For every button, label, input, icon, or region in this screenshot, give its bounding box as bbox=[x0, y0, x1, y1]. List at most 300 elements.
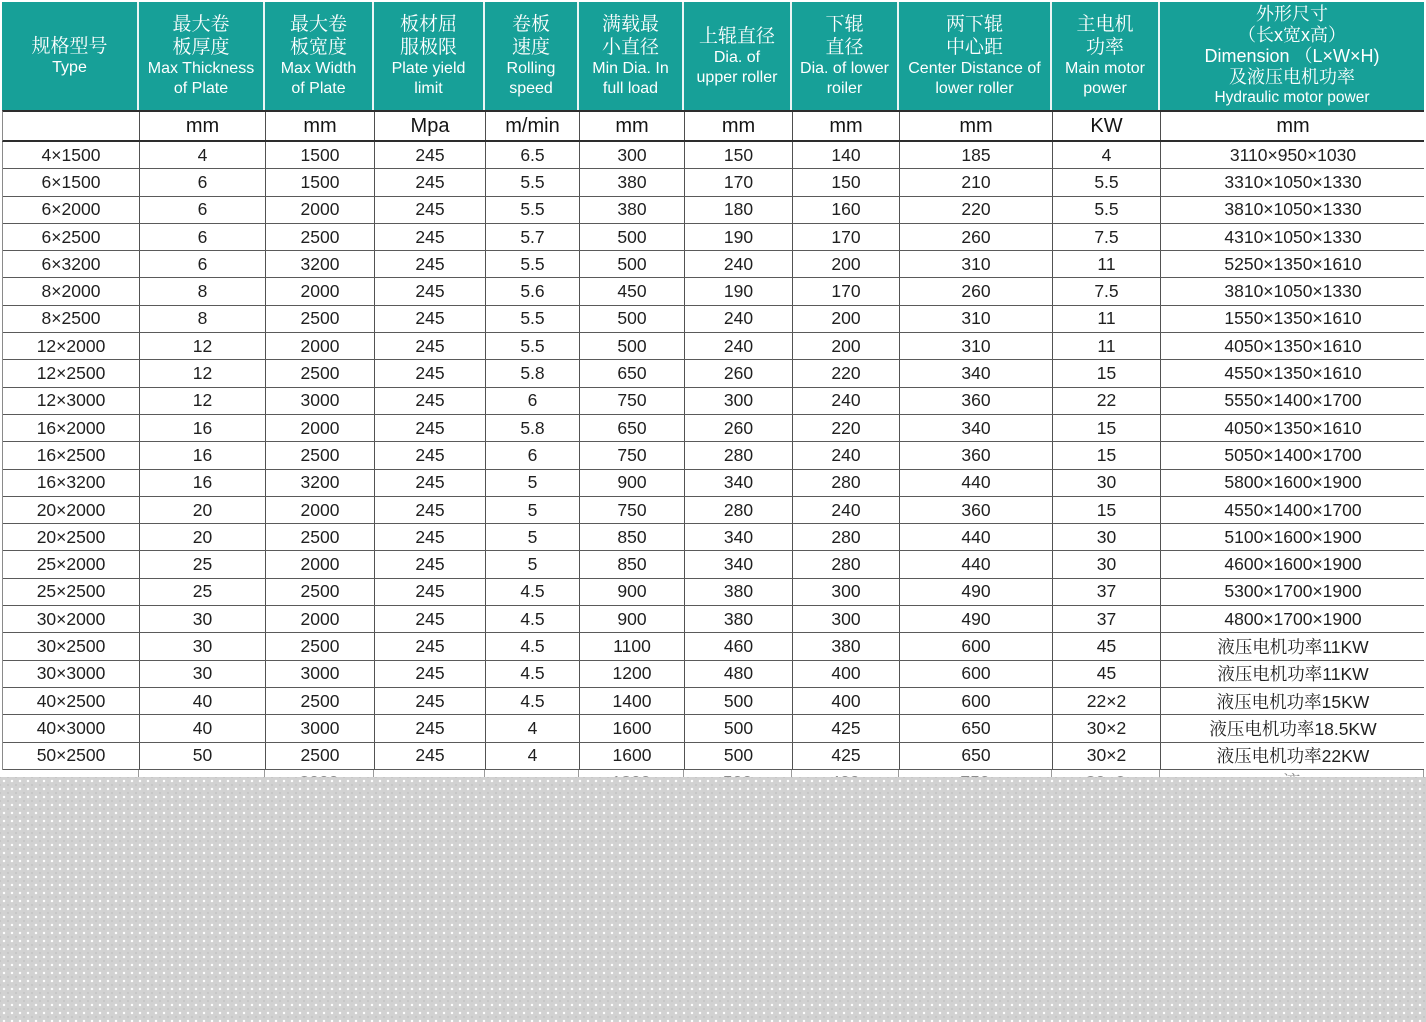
cell: 300 bbox=[580, 142, 685, 168]
grey-band bbox=[0, 777, 1426, 1022]
cell: 3110×950×1030 bbox=[1229, 144, 1357, 165]
col-header-max-thickness bbox=[139, 2, 265, 110]
cell: 15 bbox=[1053, 442, 1161, 468]
header-line: lower roller bbox=[935, 80, 1014, 97]
cell: 6×2000 bbox=[3, 197, 140, 223]
cell: 6 bbox=[486, 388, 580, 414]
cell: 380 bbox=[685, 579, 793, 605]
col-header-main-motor bbox=[1052, 2, 1160, 110]
cell: 2500 bbox=[266, 442, 375, 468]
cell: 260 bbox=[685, 415, 793, 441]
cell: 30 bbox=[1053, 470, 1161, 496]
cell: 340 bbox=[685, 524, 793, 550]
unit-cell-max-width: mm bbox=[266, 112, 375, 140]
cell: 380 bbox=[685, 606, 793, 632]
col-header-lower-roller bbox=[792, 2, 899, 110]
cell: 37 bbox=[1053, 606, 1161, 632]
cell: 150 bbox=[793, 169, 900, 195]
cell: 450 bbox=[580, 278, 685, 304]
cell: 8×2500 bbox=[3, 306, 140, 332]
cell: 260 bbox=[900, 278, 1053, 304]
cell: 液压电机功率11KW bbox=[1217, 636, 1369, 657]
cell: 6.5 bbox=[486, 142, 580, 168]
header-line: 两下辊 bbox=[945, 14, 1003, 35]
cell: 4550×1400×1700 bbox=[1224, 499, 1362, 520]
partial-cutoff-row bbox=[2, 770, 1424, 777]
header-line: Min Dia. In bbox=[592, 60, 669, 77]
cell: 360 bbox=[900, 388, 1053, 414]
cell: 900 bbox=[580, 606, 685, 632]
cell: 245 bbox=[375, 306, 486, 332]
header-line: Dimension （L×W×H) bbox=[1204, 46, 1380, 66]
cell: 750 bbox=[580, 388, 685, 414]
cell: 150 bbox=[685, 142, 793, 168]
cell: 5.5 bbox=[1053, 169, 1161, 195]
cell: 245 bbox=[375, 579, 486, 605]
units-row bbox=[2, 110, 1424, 142]
cell: 15 bbox=[1053, 497, 1161, 523]
col-header-upper-roller bbox=[684, 2, 792, 110]
header-line: upper roller bbox=[696, 68, 778, 86]
cell: 16×3200 bbox=[3, 470, 140, 496]
cell: 4 bbox=[1053, 142, 1161, 168]
cell: 340 bbox=[685, 551, 793, 577]
cell: 5 bbox=[486, 551, 580, 577]
col-header-dimension bbox=[1160, 2, 1424, 110]
cell: 5300×1700×1900 bbox=[1224, 581, 1362, 602]
header-line: 最大卷 bbox=[289, 14, 347, 35]
cell: 4.5 bbox=[486, 633, 580, 659]
header-row bbox=[2, 2, 1424, 110]
cell: 490 bbox=[900, 606, 1053, 632]
cell: 5.7 bbox=[486, 224, 580, 250]
cell: 2000 bbox=[266, 278, 375, 304]
cell: 12 bbox=[140, 333, 266, 359]
cell: 1500 bbox=[266, 169, 375, 195]
cell: 7.5 bbox=[1053, 224, 1161, 250]
cell: 15 bbox=[1053, 360, 1161, 386]
cell: 40×3000 bbox=[3, 715, 140, 741]
cell: 4.5 bbox=[486, 661, 580, 687]
cell: 4050×1350×1610 bbox=[1224, 417, 1362, 438]
cell: 40 bbox=[140, 688, 266, 714]
header-line: 规格型号 bbox=[31, 35, 108, 57]
header-line: 服极限 bbox=[399, 37, 457, 58]
cell: 8 bbox=[140, 278, 266, 304]
cell: 2000 bbox=[266, 606, 375, 632]
cell: 500 bbox=[580, 333, 685, 359]
cell: 5.8 bbox=[486, 360, 580, 386]
header-line: 主电机 bbox=[1076, 14, 1134, 35]
cell: 245 bbox=[375, 278, 486, 304]
cell: 425 bbox=[793, 743, 900, 769]
cell: 245 bbox=[375, 497, 486, 523]
col-header-max-width bbox=[265, 2, 374, 110]
header-line: Hydraulic motor power bbox=[1214, 89, 1370, 106]
cell: 40×2500 bbox=[3, 688, 140, 714]
cell: 600 bbox=[900, 633, 1053, 659]
cell: 3200 bbox=[266, 251, 375, 277]
cell: 360 bbox=[900, 442, 1053, 468]
header-line: of Plate bbox=[173, 80, 229, 97]
cell: 1550×1350×1610 bbox=[1224, 308, 1362, 329]
cell: 20×2000 bbox=[3, 497, 140, 523]
cell: 140 bbox=[793, 142, 900, 168]
cell: 160 bbox=[793, 197, 900, 223]
cell: 5.5 bbox=[486, 251, 580, 277]
cell: 500 bbox=[580, 224, 685, 250]
cell: 600 bbox=[900, 688, 1053, 714]
table-row bbox=[3, 333, 1424, 360]
table-body bbox=[2, 142, 1424, 770]
unit-cell-main-motor: KW bbox=[1053, 112, 1161, 140]
header-line: Max Thickness bbox=[147, 60, 255, 77]
unit-cell-max-thickness: mm bbox=[140, 112, 266, 140]
cell: 750 bbox=[580, 442, 685, 468]
cell: 4.5 bbox=[486, 688, 580, 714]
unit-cell-type bbox=[3, 112, 140, 140]
unit-cell-dimension: mm bbox=[1276, 114, 1310, 137]
header-line: 板宽度 bbox=[289, 37, 347, 58]
col-header-type bbox=[2, 2, 139, 110]
cell: 12×2500 bbox=[3, 360, 140, 386]
cell: 280 bbox=[685, 497, 793, 523]
cell: 210 bbox=[900, 169, 1053, 195]
cell: 245 bbox=[375, 224, 486, 250]
cell: 8×2000 bbox=[3, 278, 140, 304]
cell: 4800×1700×1900 bbox=[1224, 608, 1362, 629]
cell: 4 bbox=[486, 715, 580, 741]
cell: 245 bbox=[375, 606, 486, 632]
header-line: Rolling bbox=[506, 60, 556, 77]
cell: 液压电机功率11KW bbox=[1217, 664, 1369, 685]
cell: 440 bbox=[900, 470, 1053, 496]
cell: 900 bbox=[580, 579, 685, 605]
cell: 4.5 bbox=[486, 606, 580, 632]
unit-cell-lower-roller: mm bbox=[793, 112, 900, 140]
table-row bbox=[3, 606, 1424, 633]
cell: 245 bbox=[375, 661, 486, 687]
cell: 280 bbox=[793, 551, 900, 577]
cell: 16×2500 bbox=[3, 442, 140, 468]
cell: 245 bbox=[375, 169, 486, 195]
cell: 440 bbox=[900, 524, 1053, 550]
cell: 4550×1350×1610 bbox=[1224, 363, 1362, 384]
cell: 37 bbox=[1053, 579, 1161, 605]
cell: 500 bbox=[580, 251, 685, 277]
cell: 11 bbox=[1053, 251, 1161, 277]
cell: 1400 bbox=[580, 688, 685, 714]
cell: 310 bbox=[900, 306, 1053, 332]
header-line: 板材屈 bbox=[399, 14, 457, 35]
cell: 30×2 bbox=[1053, 715, 1161, 741]
cell: 245 bbox=[375, 470, 486, 496]
cell: 2500 bbox=[266, 360, 375, 386]
cell: 6 bbox=[140, 169, 266, 195]
col-header-yield-limit bbox=[374, 2, 485, 110]
cell: 650 bbox=[900, 743, 1053, 769]
cell: 220 bbox=[793, 360, 900, 386]
cell: 2000 bbox=[266, 333, 375, 359]
cell: 240 bbox=[685, 306, 793, 332]
cell: 190 bbox=[685, 278, 793, 304]
header-line: 板厚度 bbox=[172, 37, 230, 58]
cell: 500 bbox=[685, 715, 793, 741]
cell: 340 bbox=[685, 470, 793, 496]
cell: 185 bbox=[900, 142, 1053, 168]
cell: 30×2000 bbox=[3, 606, 140, 632]
cell: 750 bbox=[580, 497, 685, 523]
cell: 3000 bbox=[266, 388, 375, 414]
table-row bbox=[3, 360, 1424, 387]
cell: 245 bbox=[375, 197, 486, 223]
cell: 260 bbox=[900, 224, 1053, 250]
cell: 40 bbox=[140, 715, 266, 741]
cell: 500 bbox=[685, 688, 793, 714]
cell: 5.6 bbox=[486, 278, 580, 304]
cell: 2500 bbox=[266, 306, 375, 332]
cell: 2500 bbox=[266, 524, 375, 550]
cell: 5250×1350×1610 bbox=[1224, 253, 1362, 274]
cell: 30 bbox=[140, 633, 266, 659]
header-line: speed bbox=[509, 80, 553, 97]
table-row bbox=[3, 743, 1424, 770]
cell: 12×3000 bbox=[3, 388, 140, 414]
header-line: 直径 bbox=[825, 37, 864, 58]
cell: 245 bbox=[375, 633, 486, 659]
cell: 5800×1600×1900 bbox=[1224, 472, 1362, 493]
cell: 240 bbox=[793, 388, 900, 414]
header-line: 上辊直径 bbox=[698, 25, 775, 47]
cell: 260 bbox=[685, 360, 793, 386]
cell: 500 bbox=[685, 743, 793, 769]
header-line: 速度 bbox=[511, 37, 550, 58]
cell: 5.5 bbox=[486, 306, 580, 332]
cell: 液压电机功率15KW bbox=[1216, 691, 1370, 712]
cell: 500 bbox=[580, 306, 685, 332]
cell: 4310×1050×1330 bbox=[1224, 226, 1362, 247]
cell: 液压电机功率22KW bbox=[1216, 746, 1370, 767]
header-line: 小直径 bbox=[601, 37, 659, 58]
cell: 220 bbox=[900, 197, 1053, 223]
header-line: full load bbox=[602, 80, 659, 97]
cell: 20 bbox=[140, 497, 266, 523]
unit-cell-yield-limit: Mpa bbox=[375, 112, 486, 140]
cell: 245 bbox=[375, 442, 486, 468]
header-line: 满载最 bbox=[601, 14, 659, 35]
cell: 360 bbox=[900, 497, 1053, 523]
table-row bbox=[3, 497, 1424, 524]
cell: 300 bbox=[685, 388, 793, 414]
cell: 12×2000 bbox=[3, 333, 140, 359]
cell: 5.5 bbox=[1053, 197, 1161, 223]
cell: 45 bbox=[1053, 661, 1161, 687]
cell: 4×1500 bbox=[3, 142, 140, 168]
cell: 50 bbox=[140, 743, 266, 769]
cell: 2500 bbox=[266, 688, 375, 714]
cell: 200 bbox=[793, 333, 900, 359]
cell: 22 bbox=[1053, 388, 1161, 414]
cell: 245 bbox=[375, 333, 486, 359]
cell: 5100×1600×1900 bbox=[1224, 526, 1362, 547]
unit-cell-upper-roller: mm bbox=[685, 112, 793, 140]
cell: 5050×1400×1700 bbox=[1224, 444, 1362, 465]
cell: 液压电机功率18.5KW bbox=[1209, 718, 1377, 739]
table-row bbox=[3, 388, 1424, 415]
cell: 5.8 bbox=[486, 415, 580, 441]
col-header-center-distance bbox=[899, 2, 1052, 110]
table-row bbox=[3, 251, 1424, 278]
cell: 900 bbox=[580, 470, 685, 496]
cell: 16 bbox=[140, 470, 266, 496]
table-row bbox=[3, 278, 1424, 305]
cell: 400 bbox=[793, 688, 900, 714]
table-row bbox=[3, 142, 1424, 169]
cell: 30 bbox=[140, 661, 266, 687]
cell: 240 bbox=[793, 497, 900, 523]
table-row bbox=[3, 579, 1424, 606]
cell: 1500 bbox=[266, 142, 375, 168]
header-line: limit bbox=[414, 80, 443, 97]
header-line: 外形尺寸 bbox=[1256, 4, 1328, 24]
table-row bbox=[3, 197, 1424, 224]
cell: 5550×1400×1700 bbox=[1224, 390, 1362, 411]
cell: 300 bbox=[793, 606, 900, 632]
cell: 280 bbox=[793, 524, 900, 550]
cell: 20×2500 bbox=[3, 524, 140, 550]
table-row bbox=[3, 715, 1424, 742]
cell: 4050×1350×1610 bbox=[1224, 335, 1362, 356]
cell: 310 bbox=[900, 333, 1053, 359]
table-row bbox=[3, 524, 1424, 551]
cell: 3810×1050×1330 bbox=[1224, 281, 1362, 302]
col-header-rolling-speed bbox=[485, 2, 579, 110]
cell: 240 bbox=[685, 251, 793, 277]
cell: 245 bbox=[375, 743, 486, 769]
cell: 20 bbox=[140, 524, 266, 550]
cell: 30×2 bbox=[1053, 743, 1161, 769]
cell: 16 bbox=[140, 415, 266, 441]
cell: 4.5 bbox=[486, 579, 580, 605]
cell: 30 bbox=[140, 606, 266, 632]
cell: 200 bbox=[793, 251, 900, 277]
cell: 650 bbox=[580, 360, 685, 386]
table-row bbox=[3, 224, 1424, 251]
cell: 245 bbox=[375, 524, 486, 550]
cell: 4600×1600×1900 bbox=[1224, 554, 1362, 575]
cell: 245 bbox=[375, 688, 486, 714]
cell: 280 bbox=[793, 470, 900, 496]
header-line: roiler bbox=[826, 80, 863, 97]
cell: 480 bbox=[685, 661, 793, 687]
cell: 3000 bbox=[266, 715, 375, 741]
cell: 6×2500 bbox=[3, 224, 140, 250]
cell: 200 bbox=[793, 306, 900, 332]
cell: 340 bbox=[900, 360, 1053, 386]
header-line: 卷板 bbox=[511, 14, 550, 35]
cell: 25 bbox=[140, 551, 266, 577]
cell: 12 bbox=[140, 388, 266, 414]
header-line: Main motor bbox=[1064, 60, 1146, 77]
cell: 2500 bbox=[266, 743, 375, 769]
cell: 22×2 bbox=[1053, 688, 1161, 714]
cell: 6×3200 bbox=[3, 251, 140, 277]
cell: 5 bbox=[486, 497, 580, 523]
cell: 30×2500 bbox=[3, 633, 140, 659]
unit-cell-center-distance: mm bbox=[900, 112, 1053, 140]
cell: 400 bbox=[793, 661, 900, 687]
cell: 3310×1050×1330 bbox=[1224, 171, 1362, 192]
cell: 170 bbox=[685, 169, 793, 195]
cell: 280 bbox=[685, 442, 793, 468]
cell: 4 bbox=[140, 142, 266, 168]
cell: 850 bbox=[580, 551, 685, 577]
cell: 300 bbox=[793, 579, 900, 605]
unit-cell-min-dia: mm bbox=[580, 112, 685, 140]
cell: 850 bbox=[580, 524, 685, 550]
cell: 170 bbox=[793, 224, 900, 250]
cell: 5.5 bbox=[486, 169, 580, 195]
table-row bbox=[3, 169, 1424, 196]
cell: 245 bbox=[375, 715, 486, 741]
cell: 30 bbox=[1053, 524, 1161, 550]
table-row bbox=[3, 688, 1424, 715]
cell: 2500 bbox=[266, 224, 375, 250]
table-row bbox=[3, 661, 1424, 688]
cell: 170 bbox=[793, 278, 900, 304]
cell: 310 bbox=[900, 251, 1053, 277]
header-line: Dia. of lower bbox=[800, 60, 889, 77]
cell: 3000 bbox=[266, 661, 375, 687]
header-line: 中心距 bbox=[945, 37, 1003, 58]
header-line: 下辊 bbox=[825, 14, 864, 35]
cell: 3200 bbox=[266, 470, 375, 496]
cell: 6 bbox=[140, 251, 266, 277]
header-line: Type bbox=[52, 58, 87, 76]
header-line: 功率 bbox=[1085, 37, 1124, 58]
cell: 380 bbox=[793, 633, 900, 659]
cell: 7.5 bbox=[1053, 278, 1161, 304]
cell: 220 bbox=[793, 415, 900, 441]
cell: 5.5 bbox=[486, 197, 580, 223]
cell: 190 bbox=[685, 224, 793, 250]
cell: 1100 bbox=[580, 633, 685, 659]
cell: 4 bbox=[486, 743, 580, 769]
cell: 1200 bbox=[580, 661, 685, 687]
cell: 6 bbox=[140, 197, 266, 223]
cell: 440 bbox=[900, 551, 1053, 577]
cell: 6 bbox=[140, 224, 266, 250]
cell: 1600 bbox=[580, 743, 685, 769]
cell: 2500 bbox=[266, 579, 375, 605]
cell: 245 bbox=[375, 388, 486, 414]
cell: 1600 bbox=[580, 715, 685, 741]
cell: 50×2500 bbox=[3, 743, 140, 769]
cell: 650 bbox=[580, 415, 685, 441]
cell: 6×1500 bbox=[3, 169, 140, 195]
header-line: Max Width bbox=[280, 60, 357, 77]
cell: 30×3000 bbox=[3, 661, 140, 687]
cell: 30 bbox=[1053, 551, 1161, 577]
cell: 25×2000 bbox=[3, 551, 140, 577]
header-line: （长x宽x高） bbox=[1238, 25, 1346, 45]
cell: 45 bbox=[1053, 633, 1161, 659]
cell: 11 bbox=[1053, 306, 1161, 332]
cell: 16×2000 bbox=[3, 415, 140, 441]
table-row bbox=[3, 415, 1424, 442]
table-row bbox=[3, 551, 1424, 578]
cell: 380 bbox=[580, 169, 685, 195]
